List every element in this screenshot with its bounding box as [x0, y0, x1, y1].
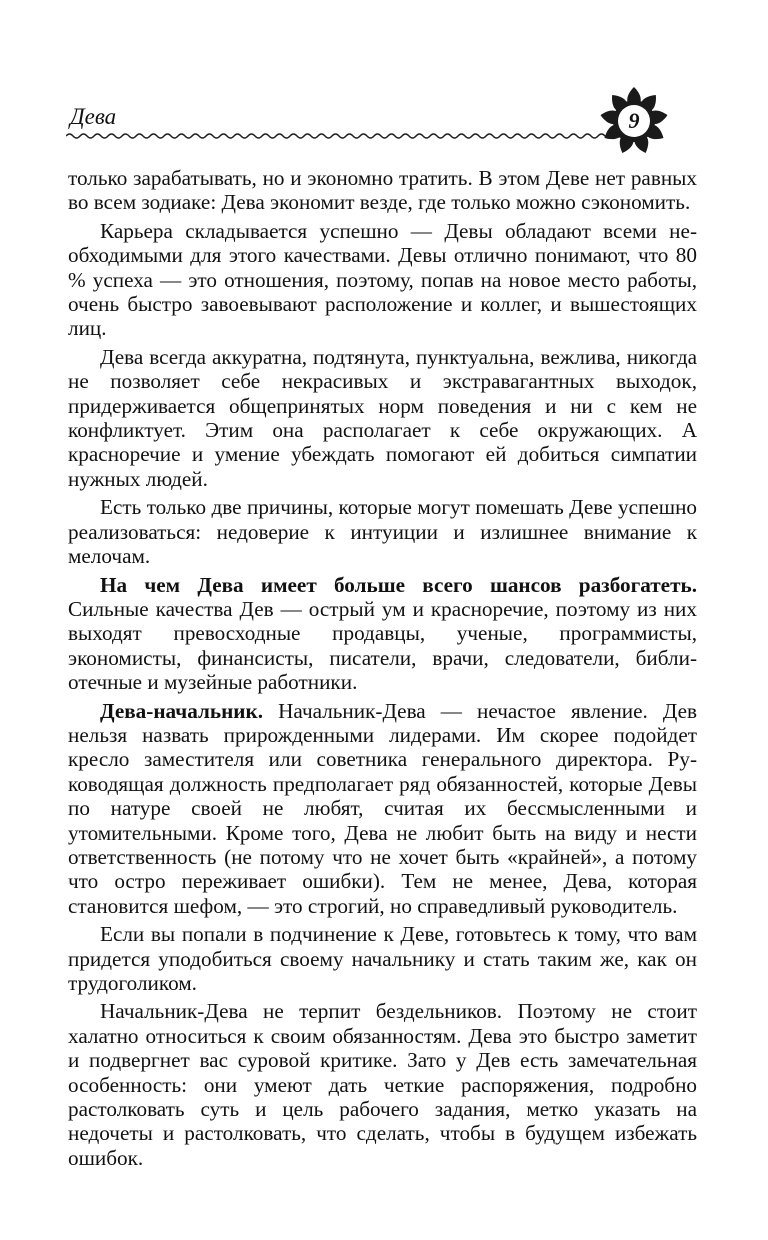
paragraph: только зарабатывать, но и экономно тратить. В этом Деве нет равных во всем зодиаке: Дева экономит везде, где только можно сэкономить. — [68, 166, 697, 215]
page-number: 9 — [628, 108, 640, 133]
header-wavy-rule — [66, 132, 626, 140]
paragraph-text: Сильные качества Дев — острый ум и красноречие, поэтому из них выходят превосходные продавцы, ученые, программисты, экономисты, финансисты, писатели, врачи, следователи, библиотечные и музейные работники. — [68, 596, 697, 695]
paragraph-text: Начальник-Дева — нечастое явление. Дев нельзя назвать прирожденными лидерами. Им скорее подойдет кресло заместителя или советника генерального директора. Руководящая должность предполагает ряд обязанностей, которые Девы по натуре своей не любят, считая их бессмысленными и утомительными. Кроме того, Дева не любит быть на виду и нести ответственность (не потому что не хочет быть «крайней», а потому что остро переживает ошибки). Тем не менее, Дева, которая становится шефом, — это строгий, но справедливый руководитель. — [68, 698, 697, 918]
paragraph: Карьера складывается успешно — Девы обладают всеми необходимыми для этого качествами. Девы отлично понимают, что 80 % успеха — это отношения, поэтому, попав на новое место работы, очень быстро завоевывают расположение и коллег, и вышестоящих лиц. — [68, 218, 697, 341]
paragraph: Дева всегда аккуратна, подтянута, пунктуальна, вежлива, никогда не позволяет себе некрасивых и экстравагантных выходок, придерживается общепринятых норм поведения и ни с кем не конфликтует. Этим она располагает к себе окружающих. А красноречие и умение убеждать помогают ей добиться симпатии нужных людей. — [68, 344, 697, 491]
paragraph: Начальник-Дева не терпит бездельников. Поэтому не стоит халатно относиться к своим обязанностям. Дева это быстро заметит и подвергнет вас суровой критике. Зато у Дев есть замечательная особенность: они умеют дать четкие распоряжения, подробно растолковать суть и цель рабочего задания, метко указать на недочеты и растолковать, что сделать, чтобы в будущем избежать ошибок. — [68, 999, 697, 1170]
paragraph — [68, 699, 697, 919]
paragraph: Если вы попали в подчинение к Деве, готовьтесь к тому, что вам придется уподобиться своему начальнику и стать таким же, как он трудоголиком. — [68, 922, 697, 995]
body-text — [68, 166, 697, 1170]
paragraph: Есть только две причины, которые могут помешать Деве успешно реализоваться: недоверие к интуиции и излишнее внимание к мелочам. — [68, 495, 697, 569]
paragraph-lead-heading: На чем Дева имеет больше всего шансов разбогатеть. — [100, 572, 697, 597]
paragraph-lead-heading: Дева-начальник. — [100, 698, 264, 723]
paragraph — [68, 573, 697, 695]
running-title: Дева — [70, 104, 117, 129]
